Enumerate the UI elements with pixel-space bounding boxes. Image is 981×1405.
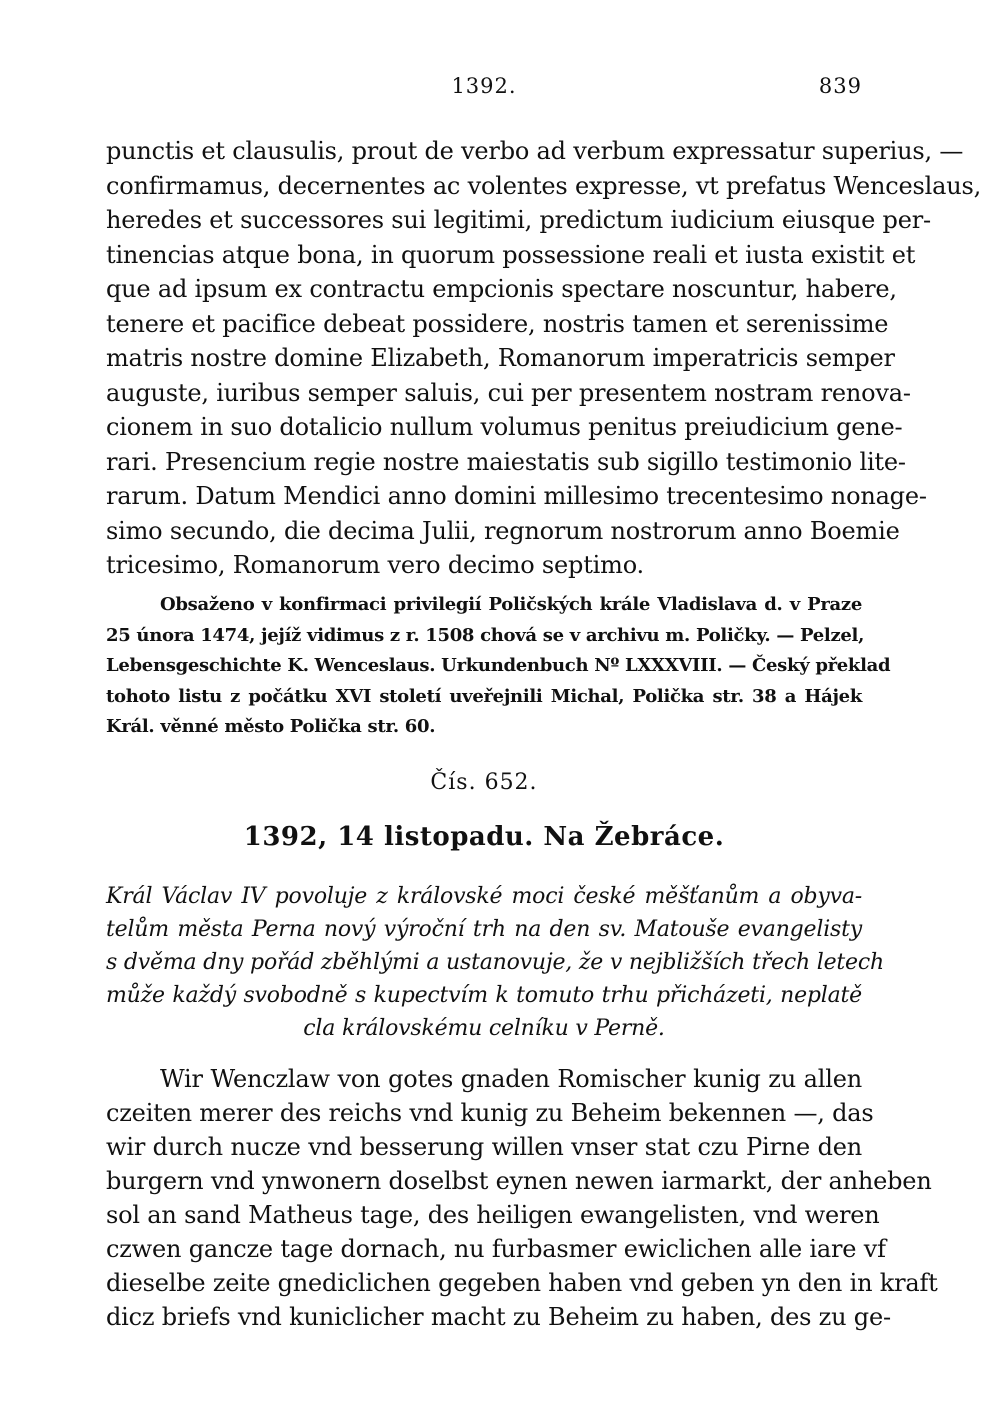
note-line: tohoto listu z počátku XVI století uveřejnili Michal, Polička str. 38 a Hájek — [106, 685, 862, 707]
page — [106, 0, 981, 1405]
text-line: tricesimo, Romanorum vero decimo septimo. — [106, 551, 644, 579]
text-line: czwen gancze tage dornach, nu furbasmer ewiclichen alle iare vf — [106, 1235, 886, 1263]
regest-line: cla královskému celníku v Perně. — [303, 1016, 665, 1041]
german-text-block — [106, 1062, 938, 1334]
text-line: tinencias atque bona, in quorum possessione reali et iusta existit et — [106, 240, 916, 269]
note-line: Král. věnné město Polička str. 60. — [106, 716, 436, 737]
text-line: dicz briefs vnd kuniclicher macht zu Beheim zu haben, des zu ge- — [106, 1303, 891, 1331]
text-line: simo secundo, die decima Julii, regnorum nostrorum anno Boemie — [106, 516, 900, 545]
regest-line: Král Václav IV povoluje z královské moci české měšťanům a obyva- — [106, 884, 862, 909]
text-line: rari. Presencium regie nostre maiestatis sub sigillo testimonio lite- — [106, 447, 906, 476]
note-line: Lebensgeschichte K. Wenceslaus. Urkundenbuch Nº LXXXVIII. — Český překlad — [106, 655, 891, 676]
running-head-year: 1392. — [451, 74, 517, 98]
text-line: sol an sand Matheus tage, des heiligen ewangelisten, vnd weren — [106, 1201, 880, 1229]
text-line: burgern vnd ynwonern doselbst eynen newen iarmarkt, der anheben — [106, 1167, 932, 1195]
text-line: czeiten merer des reichs vnd kunig zu Beheim bekennen —, das — [106, 1099, 874, 1127]
text-line: rarum. Datum Mendici anno domini millesimo trecentesimo nonage- — [106, 482, 927, 510]
regest-summary — [106, 880, 884, 1045]
text-line: wir durch nucze vnd besserung willen vnser stat czu Pirne den — [106, 1133, 862, 1161]
regest-line: může každý svobodně s kupectvím k tomuto trhu přicházeti, neplatě — [106, 983, 862, 1008]
text-line: matris nostre domine Elizabeth, Romanorum imperatricis semper — [106, 344, 895, 372]
note-line: 25 února 1474, jejíž vidimus z r. 1508 chová se v archivu m. Poličky. — Pelzel, — [106, 624, 865, 646]
note-line: Obsaženo v konfirmaci privilegií Poličských krále Vladislava d. v Praze — [160, 594, 862, 615]
latin-text-block — [106, 134, 981, 583]
text-line: tenere et pacifice debeat possidere, nostris tamen et serenissime — [106, 309, 889, 338]
document-heading: 1392, 14 listopadu. Na Žebráce. — [243, 822, 725, 852]
page-number: 839 — [818, 74, 862, 98]
text-line: heredes et successores sui legitimi, predictum iudicium eiusque per- — [106, 206, 931, 234]
text-line: punctis et clausulis, prout de verbo ad verbum expressatur superius, — — [106, 137, 964, 165]
regest-line: s dvěma dny pořád zběhlými a ustanovuje, že v nejbližších třech letech — [106, 950, 884, 975]
text-line: cionem in suo dotalicio nullum volumus penitus preiudicium gene- — [106, 413, 903, 441]
document-number: Čís. 652. — [430, 770, 538, 795]
text-line: que ad ipsum ex contractu empcionis spectare noscuntur, habere, — [106, 275, 897, 303]
source-note — [106, 590, 891, 743]
text-line: Wir Wenczlaw von gotes gnaden Romischer kunig zu allen — [160, 1065, 862, 1093]
text-line: auguste, iuribus semper saluis, cui per presentem nostram renova- — [106, 378, 911, 407]
text-line: dieselbe zeite gnediclichen gegeben haben vnd geben yn den in kraft — [106, 1269, 938, 1297]
text-line: confirmamus, decernentes ac volentes expresse, vt prefatus Wenceslaus, — [106, 171, 981, 200]
running-head — [106, 74, 862, 104]
regest-line: telům města Perna nový výroční trh na den sv. Matouše evangelisty — [106, 917, 862, 942]
